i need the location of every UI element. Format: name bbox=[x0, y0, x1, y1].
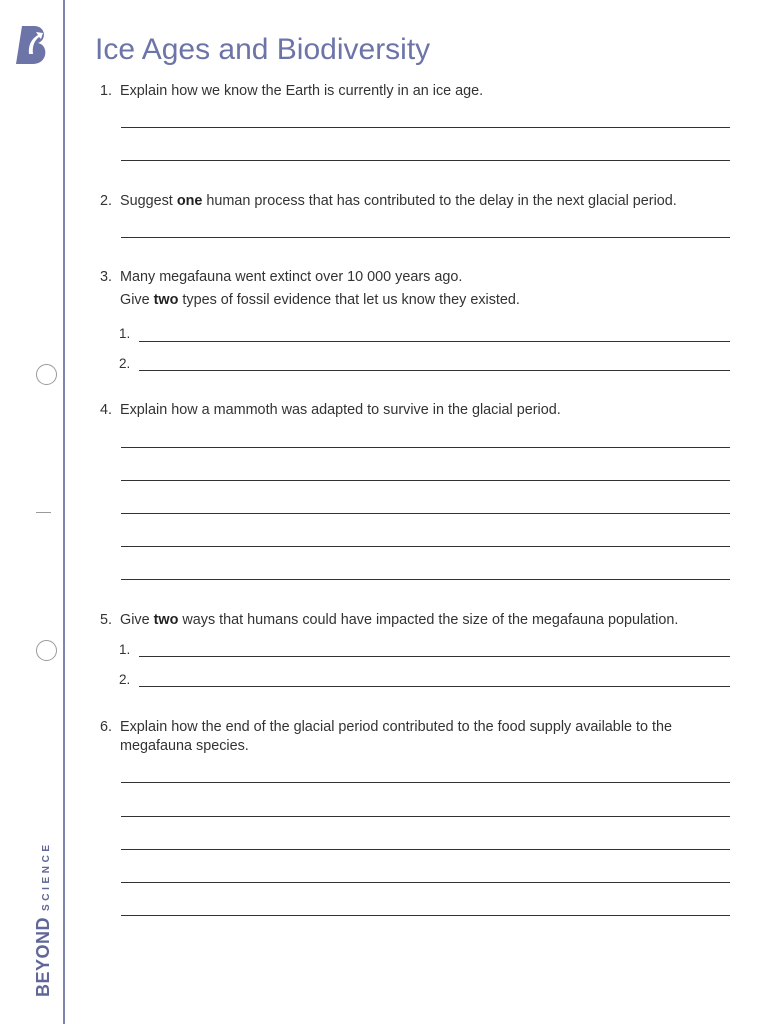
sub-answer-label: 2. bbox=[119, 672, 131, 687]
punch-hole-top bbox=[36, 364, 57, 385]
answer-line[interactable] bbox=[121, 849, 730, 850]
question-number: 1. bbox=[100, 83, 113, 99]
answer-line[interactable] bbox=[121, 237, 730, 238]
question-number: 3. bbox=[100, 269, 113, 285]
question-text: Many megafauna went extinct over 10 000 years ago. bbox=[120, 269, 463, 285]
beyond-logo-icon bbox=[16, 24, 50, 66]
question-text: Give two types of fossil evidence that let us know they existed. bbox=[120, 292, 520, 308]
punch-hole-bottom bbox=[36, 640, 57, 661]
question-text: Explain how the end of the glacial period contributed to the food supply available to the megafauna species. bbox=[120, 719, 673, 754]
sub-answer-line[interactable] bbox=[139, 370, 730, 371]
sub-answer-label: 2. bbox=[119, 356, 131, 371]
answer-line[interactable] bbox=[121, 782, 730, 783]
answer-line[interactable] bbox=[121, 816, 730, 817]
brand-primary: BEYOND bbox=[33, 916, 53, 997]
answer-line[interactable] bbox=[121, 160, 730, 161]
sub-answer-line[interactable] bbox=[139, 686, 730, 687]
question-text: Explain how we know the Earth is currently in an ice age. bbox=[120, 83, 484, 99]
question-number: 6. bbox=[100, 719, 113, 735]
sub-answer-line[interactable] bbox=[139, 341, 730, 342]
answer-line[interactable] bbox=[121, 127, 730, 128]
answer-line[interactable] bbox=[121, 882, 730, 883]
sub-answer-label: 1. bbox=[119, 642, 131, 657]
margin-line bbox=[63, 0, 65, 1024]
question-text: Explain how a mammoth was adapted to survive in the glacial period. bbox=[120, 402, 561, 418]
sub-answer-label: 1. bbox=[119, 326, 131, 341]
answer-line[interactable] bbox=[121, 513, 730, 514]
answer-line[interactable] bbox=[121, 915, 730, 916]
emphasis: two bbox=[153, 612, 179, 628]
page-title: Ice Ages and Biodiversity bbox=[95, 33, 431, 66]
question-number: 4. bbox=[100, 402, 113, 418]
emphasis: two bbox=[153, 292, 179, 308]
question-number: 2. bbox=[100, 193, 113, 209]
answer-line[interactable] bbox=[121, 480, 730, 481]
answer-line[interactable] bbox=[121, 546, 730, 547]
question-text: Give two ways that humans could have impacted the size of the megafauna population. bbox=[120, 612, 679, 628]
sub-answer-line[interactable] bbox=[139, 656, 730, 657]
answer-line[interactable] bbox=[121, 447, 730, 448]
question-number: 5. bbox=[100, 612, 113, 628]
answer-line[interactable] bbox=[121, 579, 730, 580]
emphasis: one bbox=[176, 193, 203, 209]
brand-wordmark bbox=[33, 841, 54, 997]
question-text: Suggest one human process that has contributed to the delay in the next glacial period. bbox=[120, 193, 677, 209]
fold-mark bbox=[36, 512, 51, 513]
brand-secondary: SCIENCE bbox=[41, 841, 52, 911]
